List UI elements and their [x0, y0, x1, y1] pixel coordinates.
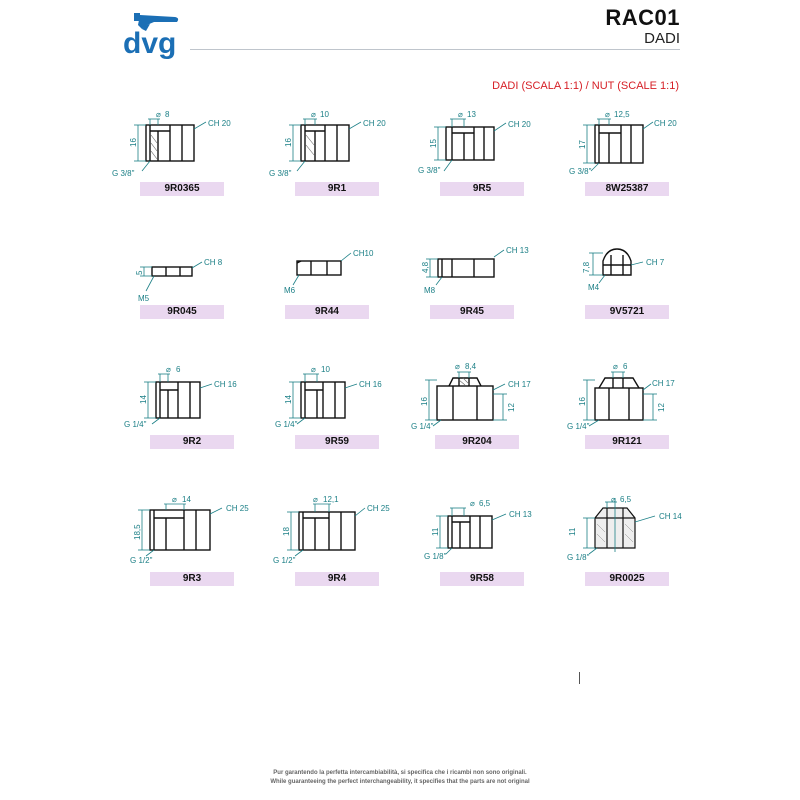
height-label: 7,8: [582, 261, 591, 273]
part-code: 9V5721: [585, 305, 669, 319]
ch-label: CH 16: [214, 380, 237, 389]
thread-label: G 1/4": [567, 422, 590, 431]
part-cell: [405, 360, 545, 470]
thread-label: G 1/8": [567, 553, 590, 562]
thread-label: G 3/8": [112, 169, 135, 178]
height2-label: 12: [507, 403, 516, 412]
ch-label: CH 20: [654, 119, 677, 128]
diameter-label: 13: [467, 110, 476, 119]
ch-label: CH 13: [506, 246, 529, 255]
ch-label: CH 16: [359, 380, 382, 389]
part-code: 9R204: [435, 435, 519, 449]
part-cell: [120, 360, 260, 470]
diameter-label: 6,5: [620, 495, 632, 504]
thread-label: G 3/8": [569, 167, 592, 176]
height-label: 5: [135, 270, 144, 275]
svg-text:⌀: ⌀: [166, 365, 171, 374]
document-title: DADI: [644, 30, 680, 47]
part-cell: [255, 235, 395, 345]
thread-label: G 1/2": [130, 556, 153, 565]
scale-note: DADI (SCALA 1:1) / NUT (SCALE 1:1): [492, 80, 679, 92]
part-cell: [410, 105, 550, 215]
part-code: 9R58: [440, 572, 524, 586]
svg-text:⌀: ⌀: [470, 499, 475, 508]
diameter-label: 10: [321, 365, 330, 374]
part-code: 9R59: [295, 435, 379, 449]
ch-label: CH 14: [659, 512, 682, 521]
height-label: 11: [431, 527, 440, 536]
part-cell: [265, 490, 405, 600]
ch-label: CH 25: [226, 504, 249, 513]
part-code: 9R1: [295, 182, 379, 196]
thread-label: G 1/4": [275, 420, 298, 429]
nut-drawing: [265, 360, 405, 470]
nut-drawing: [555, 360, 695, 470]
height-label: 16: [420, 397, 429, 406]
diameter-label: 14: [182, 495, 191, 504]
nut-drawing: [110, 235, 250, 345]
diameter-label: 6: [176, 365, 181, 374]
nut-drawing: [265, 105, 405, 215]
part-code: 9R045: [140, 305, 224, 319]
part-cell: [555, 360, 695, 470]
part-code: 9R3: [150, 572, 234, 586]
height-label: 4,8: [421, 261, 430, 273]
svg-text:⌀: ⌀: [172, 495, 177, 504]
diameter-label: 8,4: [465, 362, 477, 371]
svg-text:⌀: ⌀: [311, 110, 316, 119]
part-code: 9R44: [285, 305, 369, 319]
dvg-logo: [120, 5, 195, 60]
nut-drawing: [410, 105, 550, 215]
part-cell: [410, 490, 550, 600]
ch-label: CH 13: [509, 510, 532, 519]
nut-drawing: [400, 235, 540, 345]
part-cell: [265, 105, 405, 215]
svg-text:⌀: ⌀: [313, 495, 318, 504]
part-code: 9R45: [430, 305, 514, 319]
thread-label: M5: [138, 294, 150, 303]
part-cell: [110, 235, 250, 345]
ch-label: CH 25: [367, 504, 390, 513]
header-divider: [190, 49, 680, 50]
part-code: 8W25387: [585, 182, 669, 196]
thread-label: M6: [284, 286, 296, 295]
thread-label: G 1/4": [124, 420, 147, 429]
thread-label: G 3/8": [418, 166, 441, 175]
disclaimer-english: While guaranteeing the perfect interchangeability, it specifies that the parts are not original: [270, 779, 530, 785]
nut-drawing: [120, 360, 260, 470]
nut-drawing: [555, 235, 695, 345]
svg-text:⌀: ⌀: [156, 110, 161, 119]
ch-label: CH 20: [363, 119, 386, 128]
ch-label: CH 20: [508, 120, 531, 129]
diameter-label: 10: [320, 110, 329, 119]
part-code: 9R121: [585, 435, 669, 449]
part-code: 9R4: [295, 572, 379, 586]
diameter-label: 12,1: [323, 495, 339, 504]
diameter-label: 8: [165, 110, 170, 119]
nut-drawing: [110, 105, 250, 215]
diameter-label: 6: [623, 362, 628, 371]
part-cell: [110, 105, 250, 215]
ch-label: CH 20: [208, 119, 231, 128]
ch-label: CH10: [353, 249, 374, 258]
height-label: 14: [284, 395, 293, 404]
logo-text: dvg: [123, 27, 177, 60]
thread-label: G 3/8": [269, 169, 292, 178]
height-label: 18: [282, 527, 291, 536]
ch-label: CH 7: [646, 258, 665, 267]
height2-label: 12: [657, 403, 666, 412]
part-code: 9R0025: [585, 572, 669, 586]
part-code: 9R5: [440, 182, 524, 196]
svg-text:⌀: ⌀: [605, 110, 610, 119]
svg-text:⌀: ⌀: [455, 362, 460, 371]
ch-label: CH 8: [204, 258, 223, 267]
part-code: 9R0365: [140, 182, 224, 196]
part-cell: [400, 235, 540, 345]
part-cell: [265, 360, 405, 470]
svg-text:⌀: ⌀: [311, 365, 316, 374]
height-label: 18,5: [133, 524, 142, 540]
height-label: 15: [429, 139, 438, 148]
thread-label: M4: [588, 283, 600, 292]
diameter-label: 12,5: [614, 110, 630, 119]
part-cell: [555, 235, 695, 345]
part-cell: [555, 105, 695, 215]
thread-label: G 1/8": [424, 552, 447, 561]
thread-label: M8: [424, 286, 436, 295]
part-code: 9R2: [150, 435, 234, 449]
svg-text:⌀: ⌀: [613, 362, 618, 371]
height-label: 17: [578, 140, 587, 149]
height-label: 16: [578, 397, 587, 406]
svg-text:⌀: ⌀: [611, 495, 616, 504]
part-cell: [120, 490, 260, 600]
disclaimer-italian: Pur garantendo la perfetta intercambiabilità, si specifica che i ricambi non sono originali.: [273, 770, 527, 776]
nut-drawing: [555, 105, 695, 215]
ch-label: CH 17: [652, 379, 675, 388]
thread-label: G 1/2": [273, 556, 296, 565]
nut-drawing: [405, 360, 545, 470]
diameter-label: 6,5: [479, 499, 491, 508]
thread-label: G 1/4": [411, 422, 434, 431]
height-label: 14: [139, 395, 148, 404]
ch-label: CH 17: [508, 380, 531, 389]
document-code: RAC01: [605, 5, 680, 30]
part-cell: [555, 490, 695, 600]
height-label: 11: [568, 527, 577, 536]
page-marker: [579, 672, 580, 684]
nut-drawing: [255, 235, 395, 345]
height-label: 16: [129, 138, 138, 147]
height-label: 16: [284, 138, 293, 147]
svg-text:⌀: ⌀: [458, 110, 463, 119]
